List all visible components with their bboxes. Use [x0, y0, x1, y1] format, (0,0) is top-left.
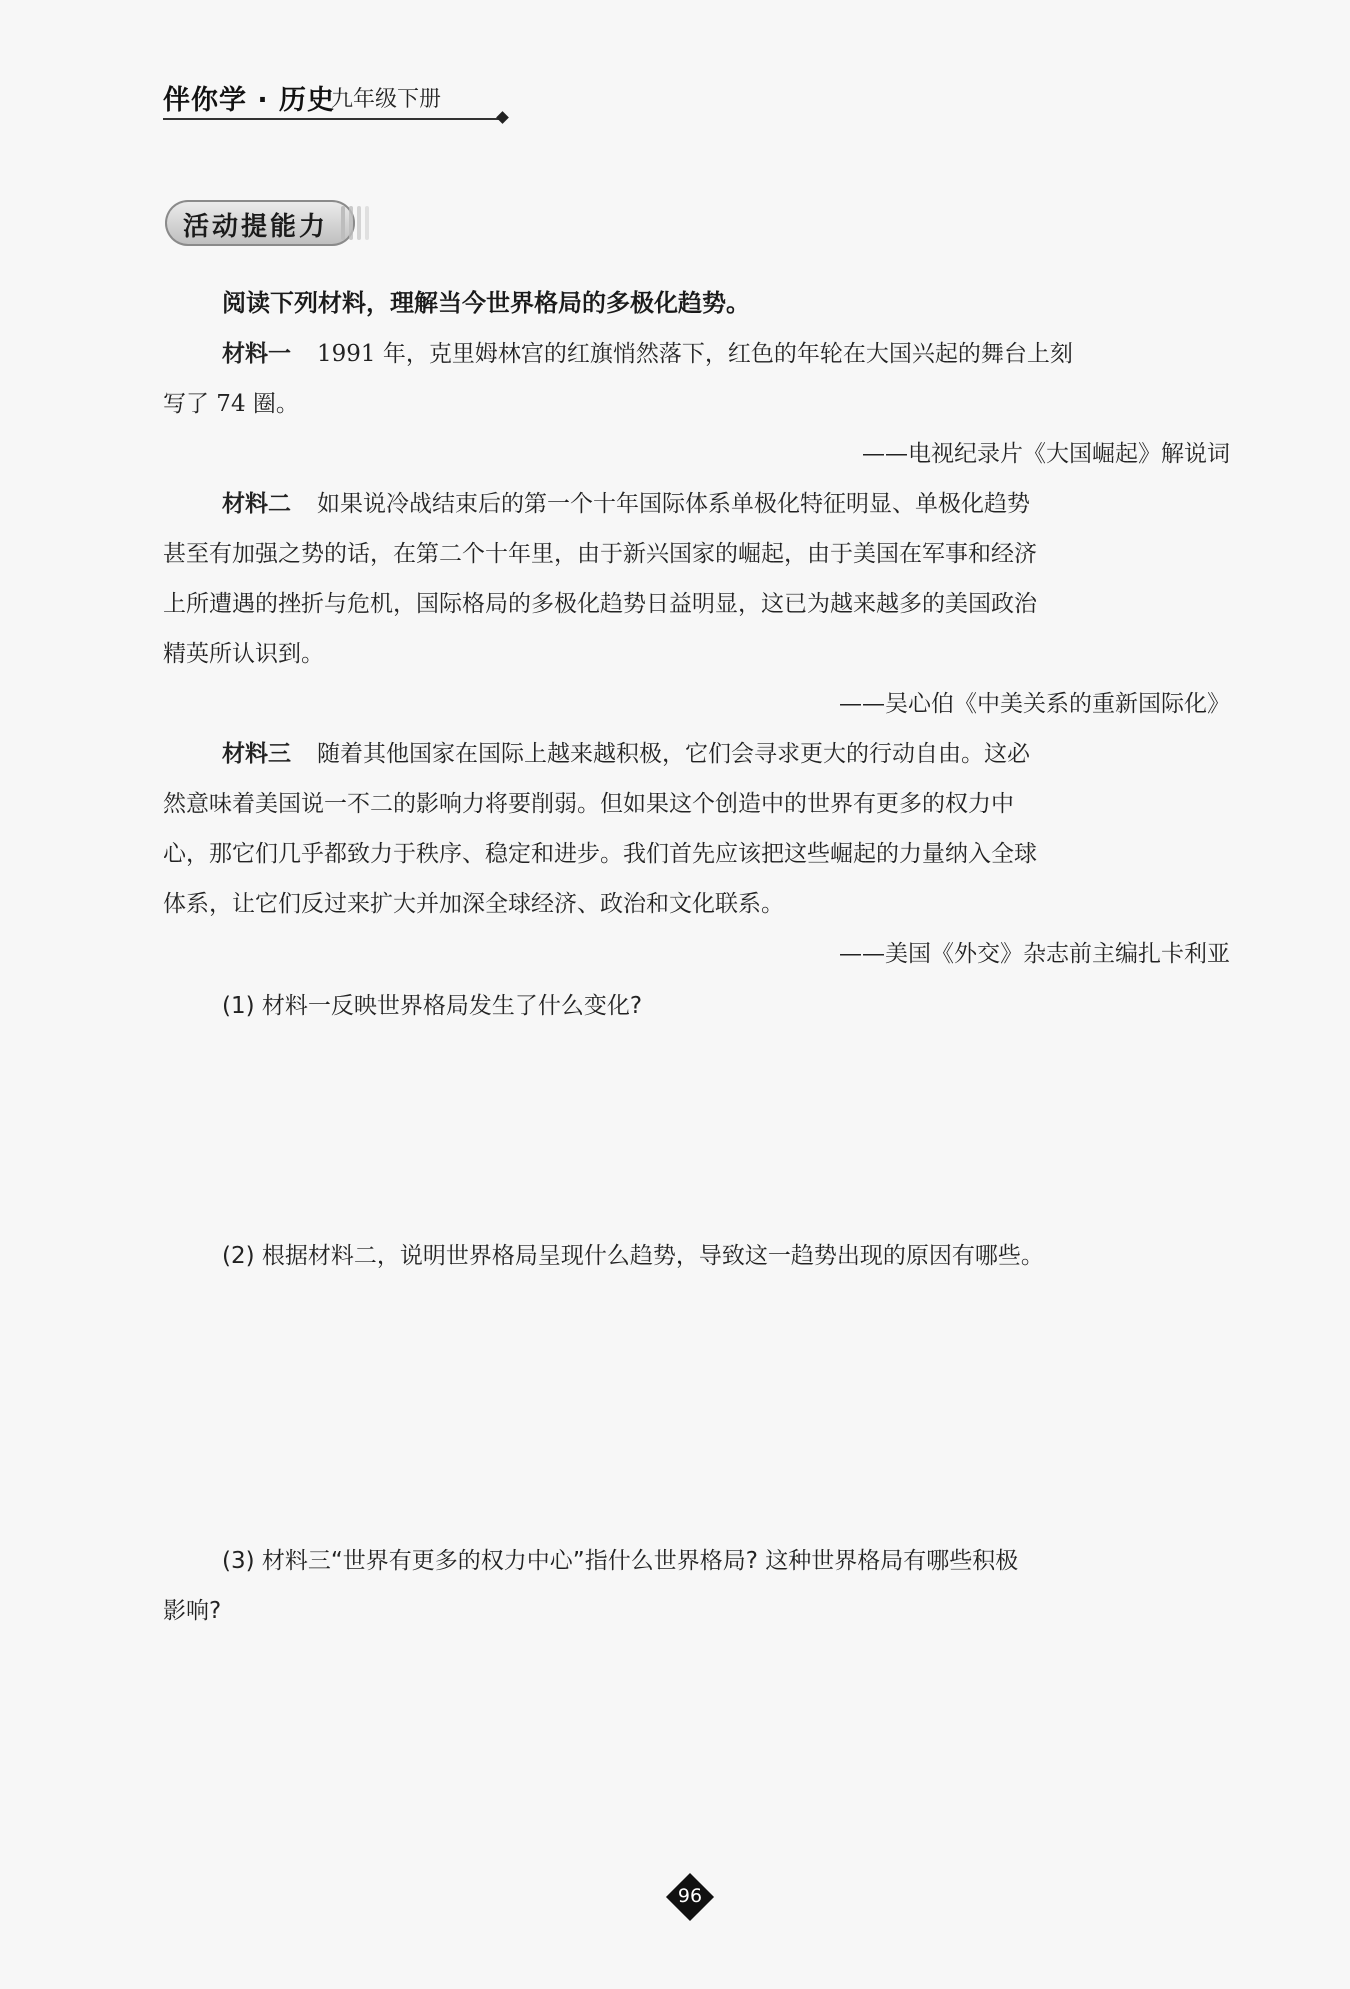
- section-title: 活动提能力: [183, 212, 329, 242]
- material-2-line: 甚至有加强之势的话，在第二个十年里，由于新兴国家的崛起，由于美国在军事和经济: [163, 541, 1037, 567]
- material-3-line: 体系，让它们反过来扩大并加深全球经济、政治和文化联系。: [163, 891, 784, 917]
- material-label: 材料二: [222, 491, 291, 517]
- book-volume: 九年级下册: [331, 87, 442, 112]
- material-1-line: [222, 335, 1073, 368]
- question-3: (3) 材料三“世界有更多的权力中心”指什么世界格局? 这种世界格局有哪些积极: [222, 1548, 1019, 1574]
- badge-stripe: [341, 206, 345, 240]
- material-1-line: 写了 74 圈。: [163, 391, 299, 417]
- question-3-cont: 影响?: [163, 1598, 222, 1624]
- question-1: (1) 材料一反映世界格局发生了什么变化?: [222, 993, 643, 1019]
- material-1-source: ——电视纪录片《大国崛起》解说词: [862, 441, 1230, 467]
- material-text: 如果说冷战结束后的第一个十年国际体系单极化特征明显、单极化趋势: [317, 491, 1030, 517]
- page-number: 96: [677, 1885, 703, 1907]
- question-2: (2) 根据材料二，说明世界格局呈现什么趋势，导致这一趋势出现的原因有哪些。: [222, 1243, 1044, 1269]
- diamond-icon: [496, 111, 509, 124]
- page-header: [163, 78, 513, 122]
- material-3-source: ——美国《外交》杂志前主编扎卡利亚: [839, 941, 1230, 967]
- material-3-line: 然意味着美国说一不二的影响力将要削弱。但如果这个创造中的世界有更多的权力中: [163, 791, 1014, 817]
- badge-stripe: [357, 206, 361, 240]
- material-3-line: [222, 735, 1030, 768]
- material-2-line: 上所遭遇的挫折与危机，国际格局的多极化趋势日益明显，这已为越来越多的美国政治: [163, 591, 1037, 617]
- material-text: 1991 年，克里姆林宫的红旗悄然落下，红色的年轮在大国兴起的舞台上刻: [317, 341, 1073, 367]
- header-rule: [163, 118, 501, 120]
- material-2-source: ——吴心伯《中美关系的重新国际化》: [839, 691, 1230, 717]
- material-3-line: 心，那它们几乎都致力于秩序、稳定和进步。我们首先应该把这些崛起的力量纳入全球: [163, 841, 1037, 867]
- instruction: 阅读下列材料，理解当今世界格局的多极化趋势。: [222, 289, 750, 317]
- material-text: 随着其他国家在国际上越来越积极，它们会寻求更大的行动自由。这必: [317, 741, 1030, 767]
- badge-stripe: [365, 206, 369, 240]
- material-2-line: 精英所认识到。: [163, 641, 324, 667]
- material-label: 材料三: [222, 741, 291, 767]
- section-badge: [165, 200, 370, 246]
- book-title: 伴你学 · 历史: [163, 85, 336, 116]
- material-2-line: [222, 485, 1030, 518]
- page-number-badge: [667, 1874, 713, 1920]
- material-label: 材料一: [222, 341, 291, 367]
- badge-stripe: [349, 206, 353, 240]
